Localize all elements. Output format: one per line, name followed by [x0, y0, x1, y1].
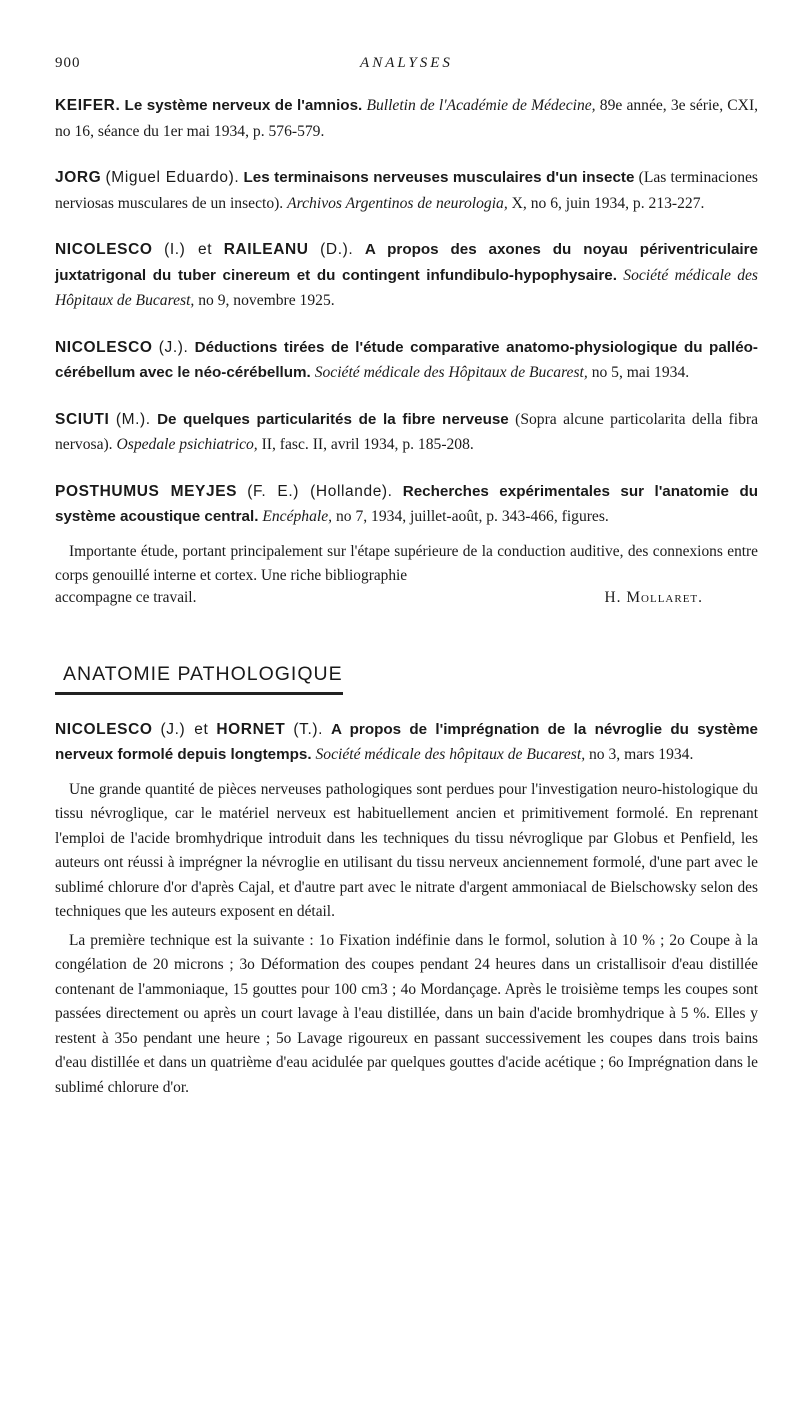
- bibliography-entry: [55, 407, 758, 458]
- entry-original-title: (Las terminaciones nerviosas musculares de un insecto).: [55, 169, 759, 212]
- running-header: [55, 55, 758, 79]
- entry-author: NICOLESCO: [55, 241, 153, 258]
- body-paragraph: Une grande quantité de pièces nerveuses pathologiques sont perdues pour l'investigation neuro-histologique du tissu névroglique, car le matériel nerveux est habituellement ancien et primitivement formolé. En reprenant l'emploi de l'acide bromhydrique introduit dans les techniques du tissu névroglique par Globus et Penfield, les auteurs ont réussi à imprégner la névroglie en utilisant du tissu nerveux anciennement formolé, d'une part avec le sublimé chlorure d'or d'après Cajal, et d'autre part avec le nitrate d'argent ammoniacal de Bielschowsky selon des techniques que les auteurs exposent en détail.: [55, 780, 758, 920]
- entry-journal: Archivos Argentinos de neurologia,: [287, 194, 508, 212]
- bibliography-entry: [55, 237, 758, 314]
- summary-paragraph: Importante étude, portant principalement sur l'étape supérieure de la conduction auditive, des connexions entre corps genouillé interne et cortex. Une riche bibliographie: [55, 542, 758, 584]
- page-number: 900: [55, 55, 81, 71]
- entry-author: JORG: [55, 169, 102, 186]
- bibliography-entry: [55, 335, 758, 386]
- entry-author-second: HORNET: [216, 720, 286, 738]
- entry-author-initials: (J.).: [158, 338, 189, 356]
- entry-journal: Ospedale psichiatrico,: [116, 436, 258, 453]
- bibliography-entry: [55, 165, 758, 216]
- entry-details: X, no 6, juin 1934, p. 213-227.: [511, 194, 705, 212]
- entry-author-second: RAILEANU: [223, 241, 309, 258]
- entry-journal: Bulletin de l'Académie de Médecine,: [366, 97, 596, 114]
- entry-title: Déductions tirées de l'étude comparative anatomo-physiologique du palléo-cérébellum avec le néo-cérébellum.: [55, 338, 758, 381]
- entry-author-initials: (F. E.) (Hollande).: [247, 482, 393, 500]
- entry-journal: Société médicale des hôpitaux de Bucarest,: [315, 746, 586, 763]
- entry-author: POSTHUMUS MEYJES: [55, 482, 238, 500]
- entry-details: 89e année, 3e série, CXI, no 16, séance du 1er mai 1934, p. 576-579.: [55, 97, 759, 140]
- body-paragraph: La première technique est la suivante : 1o Fixation indéfinie dans le formol, solution à 10 % ; 2o Coupe à la congélation de 20 microns ; 3o Déformation des coupes pendant 24 heures dans un cristallisoir d'eau distillée contenant de l'ammoniaque, 15 gouttes pour 100 cm3 ; 4o Mordançage. Après le troisième temps les coupes sont passées directement ou après un court lavage à l'eau distillée, dans un bain d'acide bromhydrique à 5 %. Elles y restent à 35o pendant une heure ; 5o Lavage rigoureux en passant successivement les coupes dans trois bains d'eau distillée et dans un quatrième d'eau acidulée par quelques gouttes d'acide acétique ; 6o Imprégnation dans le sublimé chlorure d'or.: [55, 931, 758, 1096]
- entry-title: A propos des axones du noyau périventriculaire juxtatrigonal du tuber cinereum et du contingent infundibulo-hypophysaire.: [55, 241, 758, 284]
- reviewer-signature: H. Mollaret.: [604, 588, 703, 606]
- entry-journal: Encéphale,: [262, 508, 333, 525]
- summary-signature-row: [55, 589, 758, 613]
- page: [55, 55, 758, 1100]
- entry-title: Recherches expérimentales sur l'anatomie du système acoustique central.: [55, 482, 758, 525]
- entry-details: II, fasc. II, avril 1934, p. 185-208.: [261, 436, 474, 453]
- entry-title: Les terminaisons nerveuses musculaires d'un insecte: [243, 169, 635, 186]
- section-heading: ANATOMIE PATHOLOGIQUE: [55, 663, 343, 695]
- entry-author-initials: (Miguel Eduardo).: [105, 169, 240, 186]
- entry-details: no 9, novembre 1925.: [198, 292, 335, 309]
- entry-author: KEIFER.: [55, 97, 121, 114]
- running-title: ANALYSES: [360, 55, 453, 71]
- entry-journal: Société médicale des Hôpitaux de Bucarest,: [55, 266, 758, 309]
- entry-author: NICOLESCO: [55, 720, 153, 738]
- entry-details: no 3, mars 1934.: [589, 746, 694, 763]
- entry-title: Le système nerveux de l'amnios.: [124, 97, 363, 114]
- entry-title: De quelques particularités de la fibre nerveuse: [157, 410, 509, 428]
- entry-title: A propos de l'imprégnation de la névroglie du système nerveux formolé depuis longtemps.: [55, 720, 758, 763]
- bibliography-entry: [55, 717, 758, 768]
- entry-details: no 7, 1934, juillet-août, p. 343-466, figures.: [335, 508, 609, 525]
- summary-last-line: accompagne ce travail.: [55, 588, 197, 606]
- entry-author: NICOLESCO: [55, 338, 153, 356]
- entry-author: SCIUTI: [55, 410, 110, 428]
- bibliography-entry: [55, 479, 758, 530]
- bibliography-entry: [55, 93, 758, 144]
- entry-author-second-initials: (T.).: [293, 720, 324, 738]
- entry-details: no 5, mai 1934.: [591, 364, 690, 381]
- entry-author-initials: (I.) et: [164, 241, 213, 258]
- entry-author-second-initials: (D.).: [320, 241, 354, 258]
- entry-author-initials: (J.) et: [160, 720, 209, 738]
- entry-original-title: (Sopra alcune particolarita della fibra nervosa).: [55, 410, 758, 453]
- entry-journal: Société médicale des Hôpitaux de Bucarest,: [314, 364, 588, 381]
- entry-author-initials: (M.).: [115, 410, 151, 428]
